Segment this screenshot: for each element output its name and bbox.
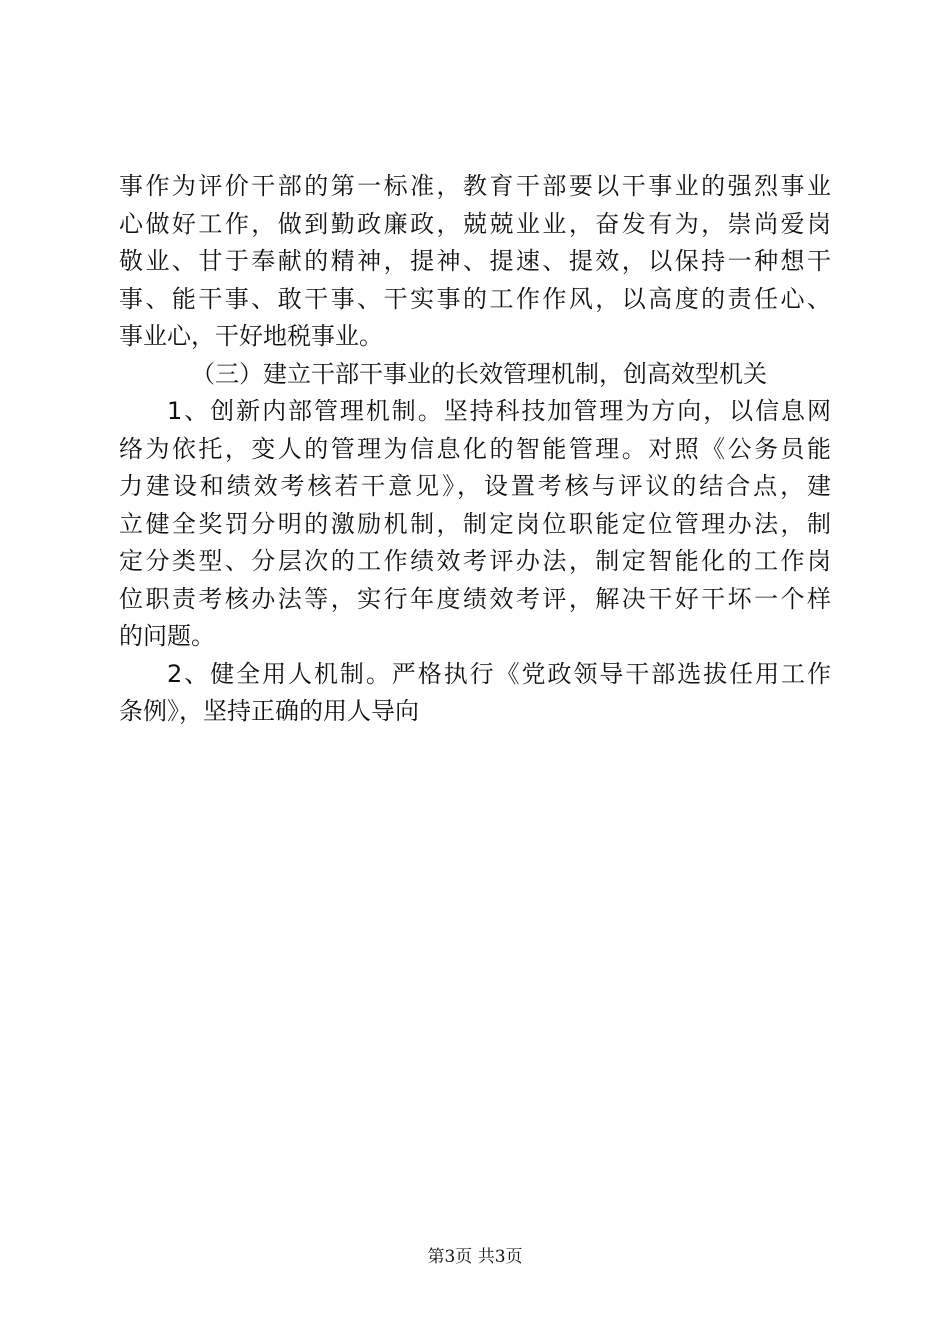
body-line: 络为依托，变人的管理为信息化的智能管理。对照《公务员能 [119, 434, 831, 463]
body-line: 位职责考核办法等，实行年度绩效考评，解决干好干坏一个样 [119, 584, 831, 613]
body-line: 事作为评价干部的第一标准，教育干部要以干事业的强烈事业 [119, 172, 831, 200]
body-line: 敬业、甘于奉献的精神，提神、提速、提效，以保持一种想干 [119, 247, 831, 275]
body-line: 的问题。 [119, 622, 215, 650]
body-line: 事业心，干好地税事业。 [119, 322, 383, 350]
section-heading: （三）建立干部干事业的长效管理机制，创高效型机关 [191, 359, 767, 388]
body-line: 心做好工作，做到勤政廉政，兢兢业业，奋发有为，崇尚爱岗 [119, 209, 831, 238]
document-body [119, 168, 831, 731]
body-line: 事、能干事、敢干事、干实事的工作作风，以高度的责任心、 [119, 284, 831, 313]
body-line: 立健全奖罚分明的激励机制，制定岗位职能定位管理办法，制 [119, 509, 831, 538]
body-line: 定分类型、分层次的工作绩效考评办法，制定智能化的工作岗 [119, 547, 831, 575]
page-number-footer: 第3页 共3页 [427, 1247, 523, 1267]
body-line: 1、创新内部管理机制。坚持科技加管理为方向，以信息网 [167, 397, 831, 425]
body-line: 力建设和绩效考核若干意见》，设置考核与评议的结合点，建 [119, 472, 831, 500]
body-line: 2、健全用人机制。严格执行《党政领导干部选拔任用工作 [167, 659, 831, 688]
body-line: 条例》，坚持正确的用人导向 [119, 697, 419, 725]
